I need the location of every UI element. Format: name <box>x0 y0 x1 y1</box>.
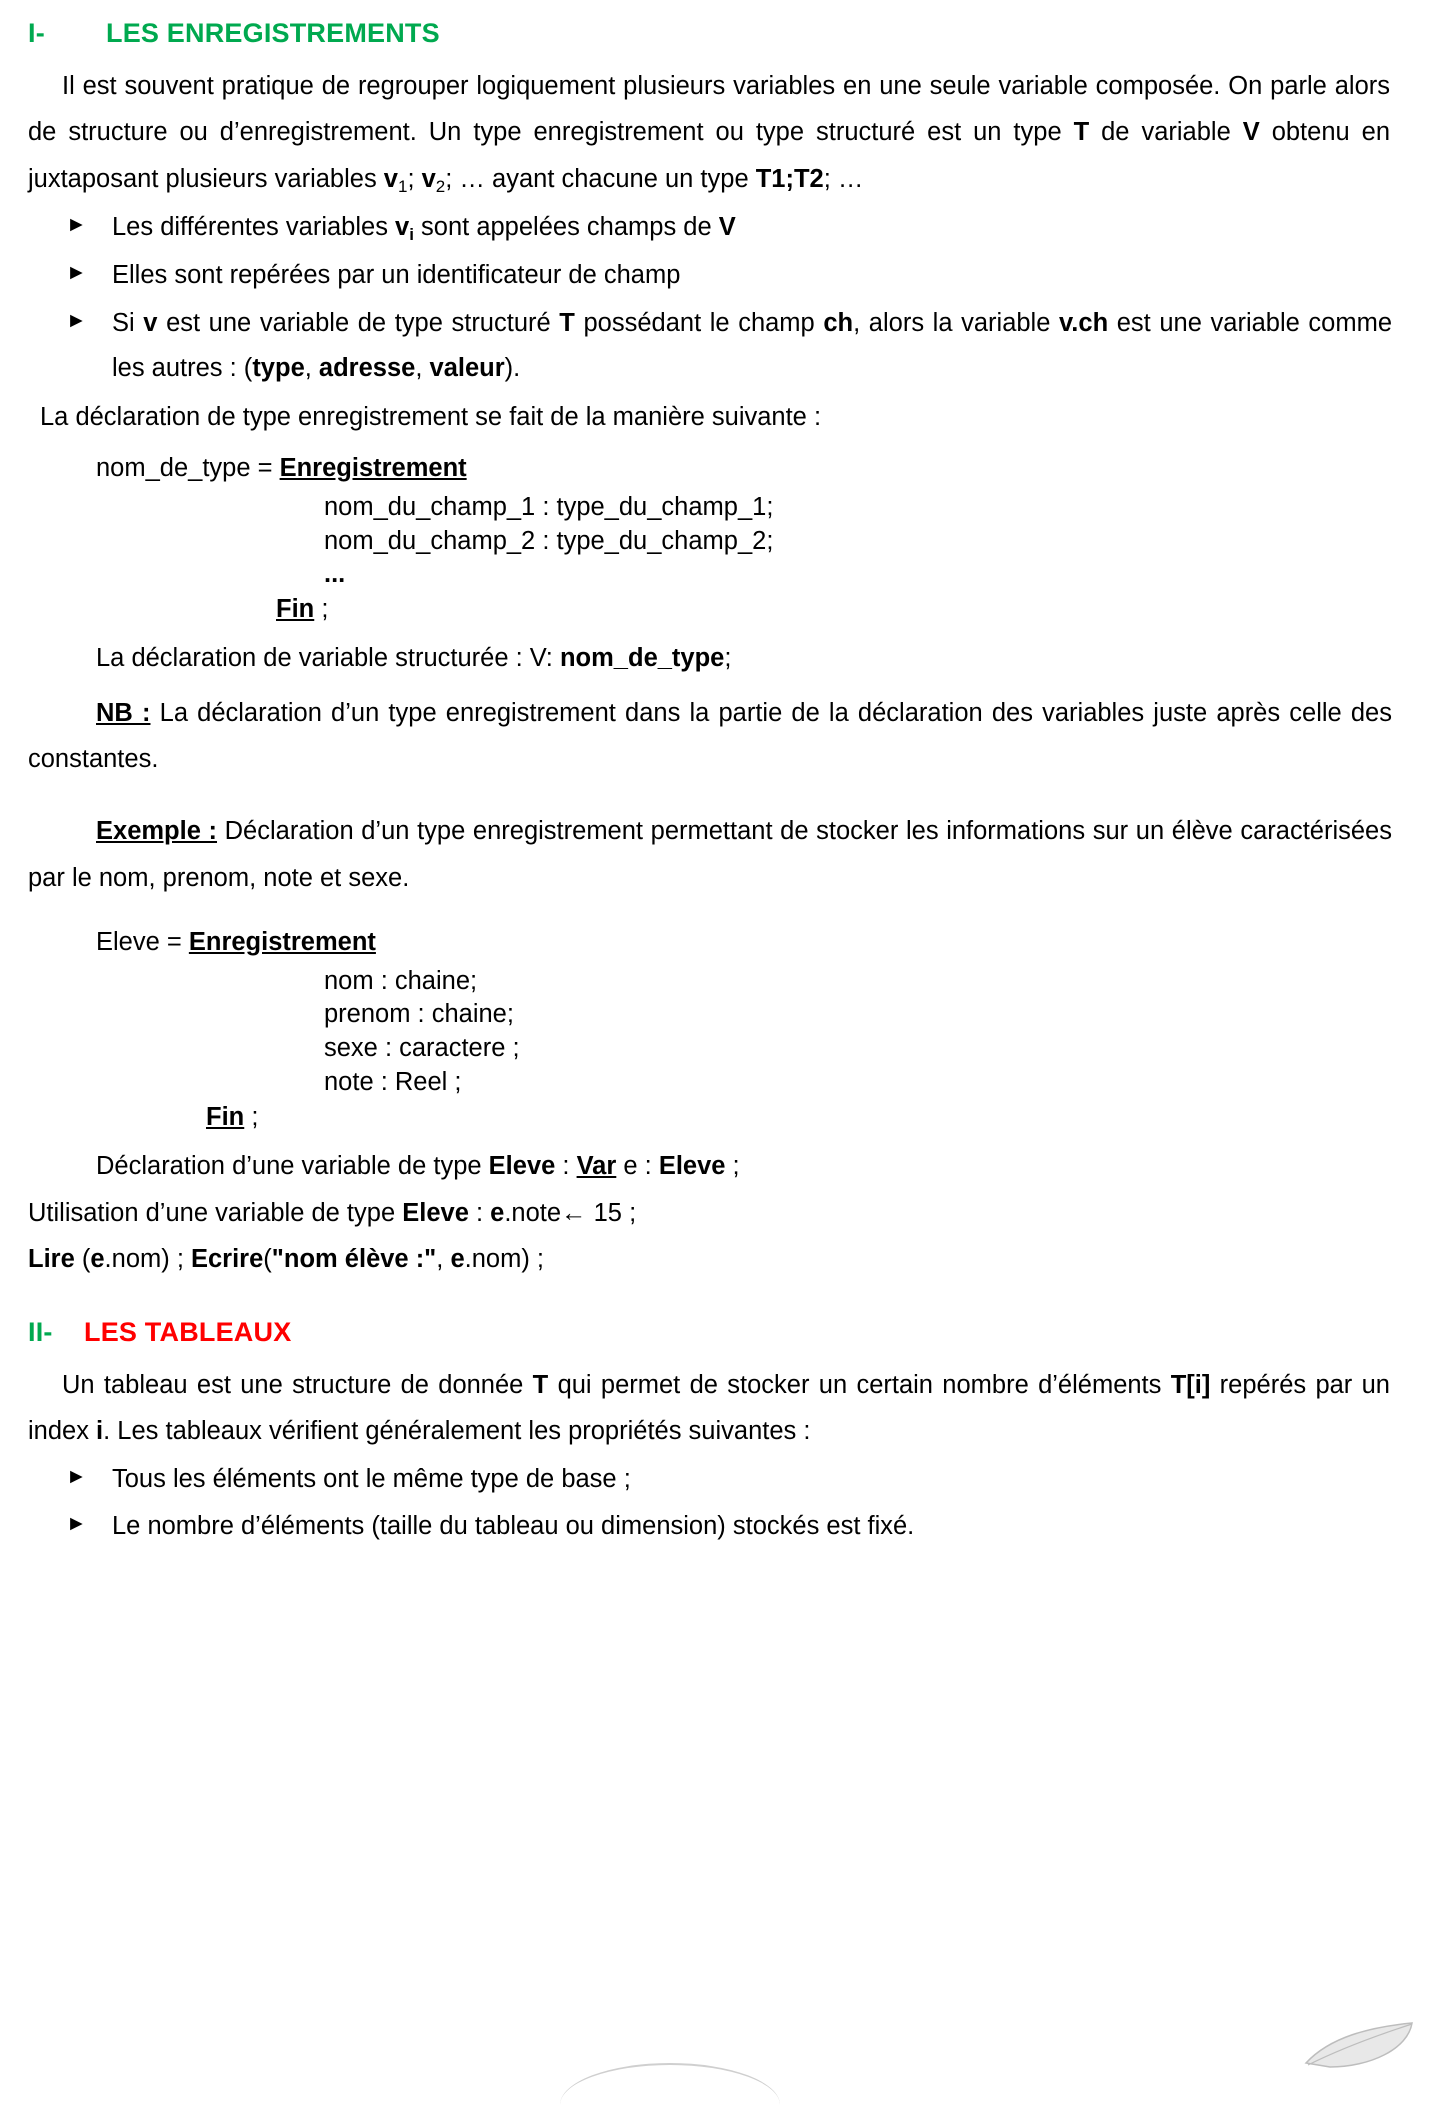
section-2-t2: qui permet de stocker un certain nombre d’éléments <box>548 1370 1171 1399</box>
intro-text-part-3: obtenu en juxtaposant plusieurs variables <box>28 118 1391 193</box>
bullet-3-b5: type <box>252 354 305 383</box>
example-label: Exemple : <box>96 817 218 846</box>
bullet-1-text <box>112 205 1392 251</box>
section-2-b1: T <box>532 1370 549 1399</box>
bullet-2-text: Elles sont repérées par un identificateur de champ <box>112 260 681 289</box>
section-2-heading <box>28 1317 1392 1348</box>
list-item <box>28 1504 1392 1550</box>
syntax-ellipsis: ... <box>324 560 346 589</box>
list-item <box>28 1457 1392 1503</box>
usage-decl-b2: Var <box>576 1152 617 1181</box>
bullet-3-b1: v <box>143 308 158 337</box>
example-code-block <box>28 927 1392 1134</box>
list-item <box>28 205 1392 251</box>
usage-io-string: "nom élève :" <box>271 1245 437 1274</box>
bullet-3-t2: est une variable de type structuré <box>157 308 560 337</box>
usage-declaration-line <box>28 1144 1392 1190</box>
syntax-head <box>28 453 1392 485</box>
leaf-decoration-icon <box>1300 2019 1420 2071</box>
nb-paragraph <box>28 690 1392 783</box>
bullet-arrow-icon: ► <box>66 308 87 332</box>
section-2-t1: Un tableau est une structure de donnée <box>62 1370 533 1399</box>
bullet-3-b6: adresse <box>318 354 416 383</box>
bullet-arrow-icon: ► <box>66 1464 87 1488</box>
example-field-line: sexe : caractere ; <box>324 1034 520 1063</box>
syntax-field-line: nom_du_champ_2 : type_du_champ_2; <box>324 526 774 555</box>
section-2-t4: . Les tableaux vérifient généralement les propriétés suivantes : <box>103 1417 811 1446</box>
bullet-1-bold-V: V <box>718 212 736 241</box>
bullet-3-t3: possédant le champ <box>574 308 824 337</box>
example-text: Déclaration d’un type enregistrement permettant de stocker les informations sur un élève caractérisées par le nom, prenom, note et sexe. <box>28 817 1392 892</box>
intro-sep-2: ; … ayant chacune un type <box>445 164 756 193</box>
section-2-bullet-list <box>28 1457 1392 1551</box>
intro-sub-2: 2 <box>435 176 446 196</box>
intro-bold-v1: v <box>383 164 398 193</box>
intro-text-end: ; … <box>823 164 864 193</box>
example-field-line: prenom : chaine; <box>324 1000 514 1029</box>
usage-io-t1: ( <box>74 1245 91 1274</box>
syntax-fin-suffix: ; <box>314 595 329 624</box>
bullet-arrow-icon: ► <box>66 260 87 284</box>
bullet-3-b3: ch <box>823 308 854 337</box>
section-2-title: LES TABLEAUX <box>84 1316 292 1347</box>
list-item <box>28 253 1392 299</box>
nb-text: La déclaration d’un type enregistrement dans la partie de la déclaration des variables juste après celle des constantes. <box>28 699 1392 774</box>
example-fin-line <box>28 1102 1392 1134</box>
list-item <box>28 301 1392 393</box>
section-2-bullet-2-text: Le nombre d’éléments (taille du tableau ou dimension) stockés est fixé. <box>112 1512 915 1541</box>
bullet-3-b4: v.ch <box>1059 308 1109 337</box>
bullet-3-text <box>112 301 1392 393</box>
section-2-bullet-1-text: Tous les éléments ont le même type de base ; <box>112 1464 631 1493</box>
example-code-head <box>28 927 1392 959</box>
usage-decl-b1: Eleve <box>488 1152 556 1181</box>
bullet-1-part-1: Les différentes variables <box>112 212 396 241</box>
bullet-1-sub-i: i <box>409 224 414 244</box>
example-keyword-enregistrement: Enregistrement <box>188 927 376 956</box>
syntax-keyword-enregistrement: Enregistrement <box>279 453 467 482</box>
usage-decl-t2: : <box>555 1152 577 1181</box>
section-1-heading <box>28 18 1392 49</box>
section-1-bullet-list <box>28 205 1392 393</box>
section-2-intro-paragraph <box>28 1362 1392 1455</box>
bullet-1-bold-v: v <box>395 212 410 241</box>
intro-sep-1: ; <box>407 164 422 193</box>
bullet-3-t5: est une variable comme les autres : ( <box>112 308 1393 383</box>
usage-use-line <box>28 1190 1392 1236</box>
usage-io-t3: ( <box>263 1245 272 1274</box>
usage-io-e1: e <box>90 1245 105 1274</box>
bullet-3-t6: , <box>304 354 319 383</box>
usage-use-t2: : <box>468 1198 491 1227</box>
section-2-t3: repérés par un index <box>28 1370 1390 1446</box>
variable-declaration-line <box>28 636 1392 682</box>
section-1-number: I- <box>28 18 45 48</box>
intro-bold-types: T1;T2 <box>755 164 824 193</box>
syntax-code-block <box>28 453 1392 626</box>
example-field-line: nom : chaine; <box>324 966 478 995</box>
nb-label: NB : <box>96 699 151 728</box>
intro-bold-T: T <box>1073 118 1090 147</box>
example-field-lines <box>28 965 1392 1101</box>
usage-use-b2: e <box>490 1198 505 1227</box>
usage-io-ecrire: Ecrire <box>190 1245 264 1274</box>
bullet-arrow-icon: ► <box>66 212 87 236</box>
usage-io-e2: e <box>450 1245 465 1274</box>
bullet-3-t1: Si <box>112 308 144 337</box>
declaration-intro-paragraph: La déclaration de type enregistrement se fait de la manière suivante : <box>40 403 822 432</box>
usage-use-b1: Eleve <box>402 1198 469 1227</box>
usage-io-line <box>28 1236 1392 1282</box>
usage-io-lire: Lire <box>28 1245 75 1274</box>
syntax-field-line: nom_du_champ_1 : type_du_champ_1; <box>324 492 774 521</box>
bullet-3-t4: , alors la variable <box>853 308 1060 337</box>
bullet-arrow-icon: ► <box>66 1512 87 1536</box>
bullet-3-b2: T <box>559 308 575 337</box>
var-decl-prefix: La déclaration de variable structurée : V: <box>96 644 560 673</box>
intro-bold-V: V <box>1242 118 1260 147</box>
bullet-3-t7: , <box>415 354 430 383</box>
section-1-title: LES ENREGISTREMENTS <box>106 18 440 48</box>
example-head-prefix: Eleve = <box>96 927 189 956</box>
usage-decl-b3: Eleve <box>658 1152 726 1181</box>
page-bottom-arc-decoration <box>560 2063 780 2105</box>
bullet-3-t8: ). <box>504 354 521 383</box>
usage-io-t5: .nom) ; <box>464 1245 544 1274</box>
intro-bold-v2: v <box>421 164 436 193</box>
syntax-head-prefix: nom_de_type = <box>96 453 280 482</box>
usage-io-t2: .nom) ; <box>104 1245 191 1274</box>
section-2-b2: T[i] <box>1170 1370 1211 1399</box>
section-2-number: II- <box>28 1316 53 1347</box>
intro-text-part-2: de variable <box>1089 118 1243 147</box>
bullet-3-b7: valeur <box>429 354 505 383</box>
var-decl-bold: nom_de_type <box>559 644 725 673</box>
example-field-line: note : Reel ; <box>324 1068 462 1097</box>
usage-use-t1: Utilisation d’une variable de type <box>28 1198 403 1227</box>
syntax-keyword-fin: Fin <box>276 595 315 624</box>
intro-text-part-1: Il est souvent pratique de regrouper logiquement plusieurs variables en une seule variable composée. On parle alors de structure ou d’enregistrement. Un type enregistrement ou type structuré est un type <box>28 72 1390 147</box>
intro-sub-1: 1 <box>397 176 408 196</box>
usage-io-t4: , <box>436 1245 451 1274</box>
usage-decl-t3: e : <box>616 1152 659 1181</box>
usage-use-t3: .note← 15 ; <box>504 1198 637 1227</box>
section-2-b3: i <box>96 1417 104 1446</box>
syntax-fin-line <box>28 594 1392 626</box>
usage-decl-t4: ; <box>725 1152 740 1181</box>
section-1-intro-paragraph <box>28 63 1392 203</box>
syntax-field-lines <box>28 491 1392 593</box>
example-keyword-fin: Fin <box>206 1103 245 1132</box>
example-fin-suffix: ; <box>244 1103 259 1132</box>
var-decl-suffix: ; <box>724 644 732 673</box>
bullet-1-part-2: sont appelées champs de <box>413 212 719 241</box>
usage-decl-t1: Déclaration d’une variable de type <box>96 1152 489 1181</box>
example-paragraph <box>28 808 1392 901</box>
